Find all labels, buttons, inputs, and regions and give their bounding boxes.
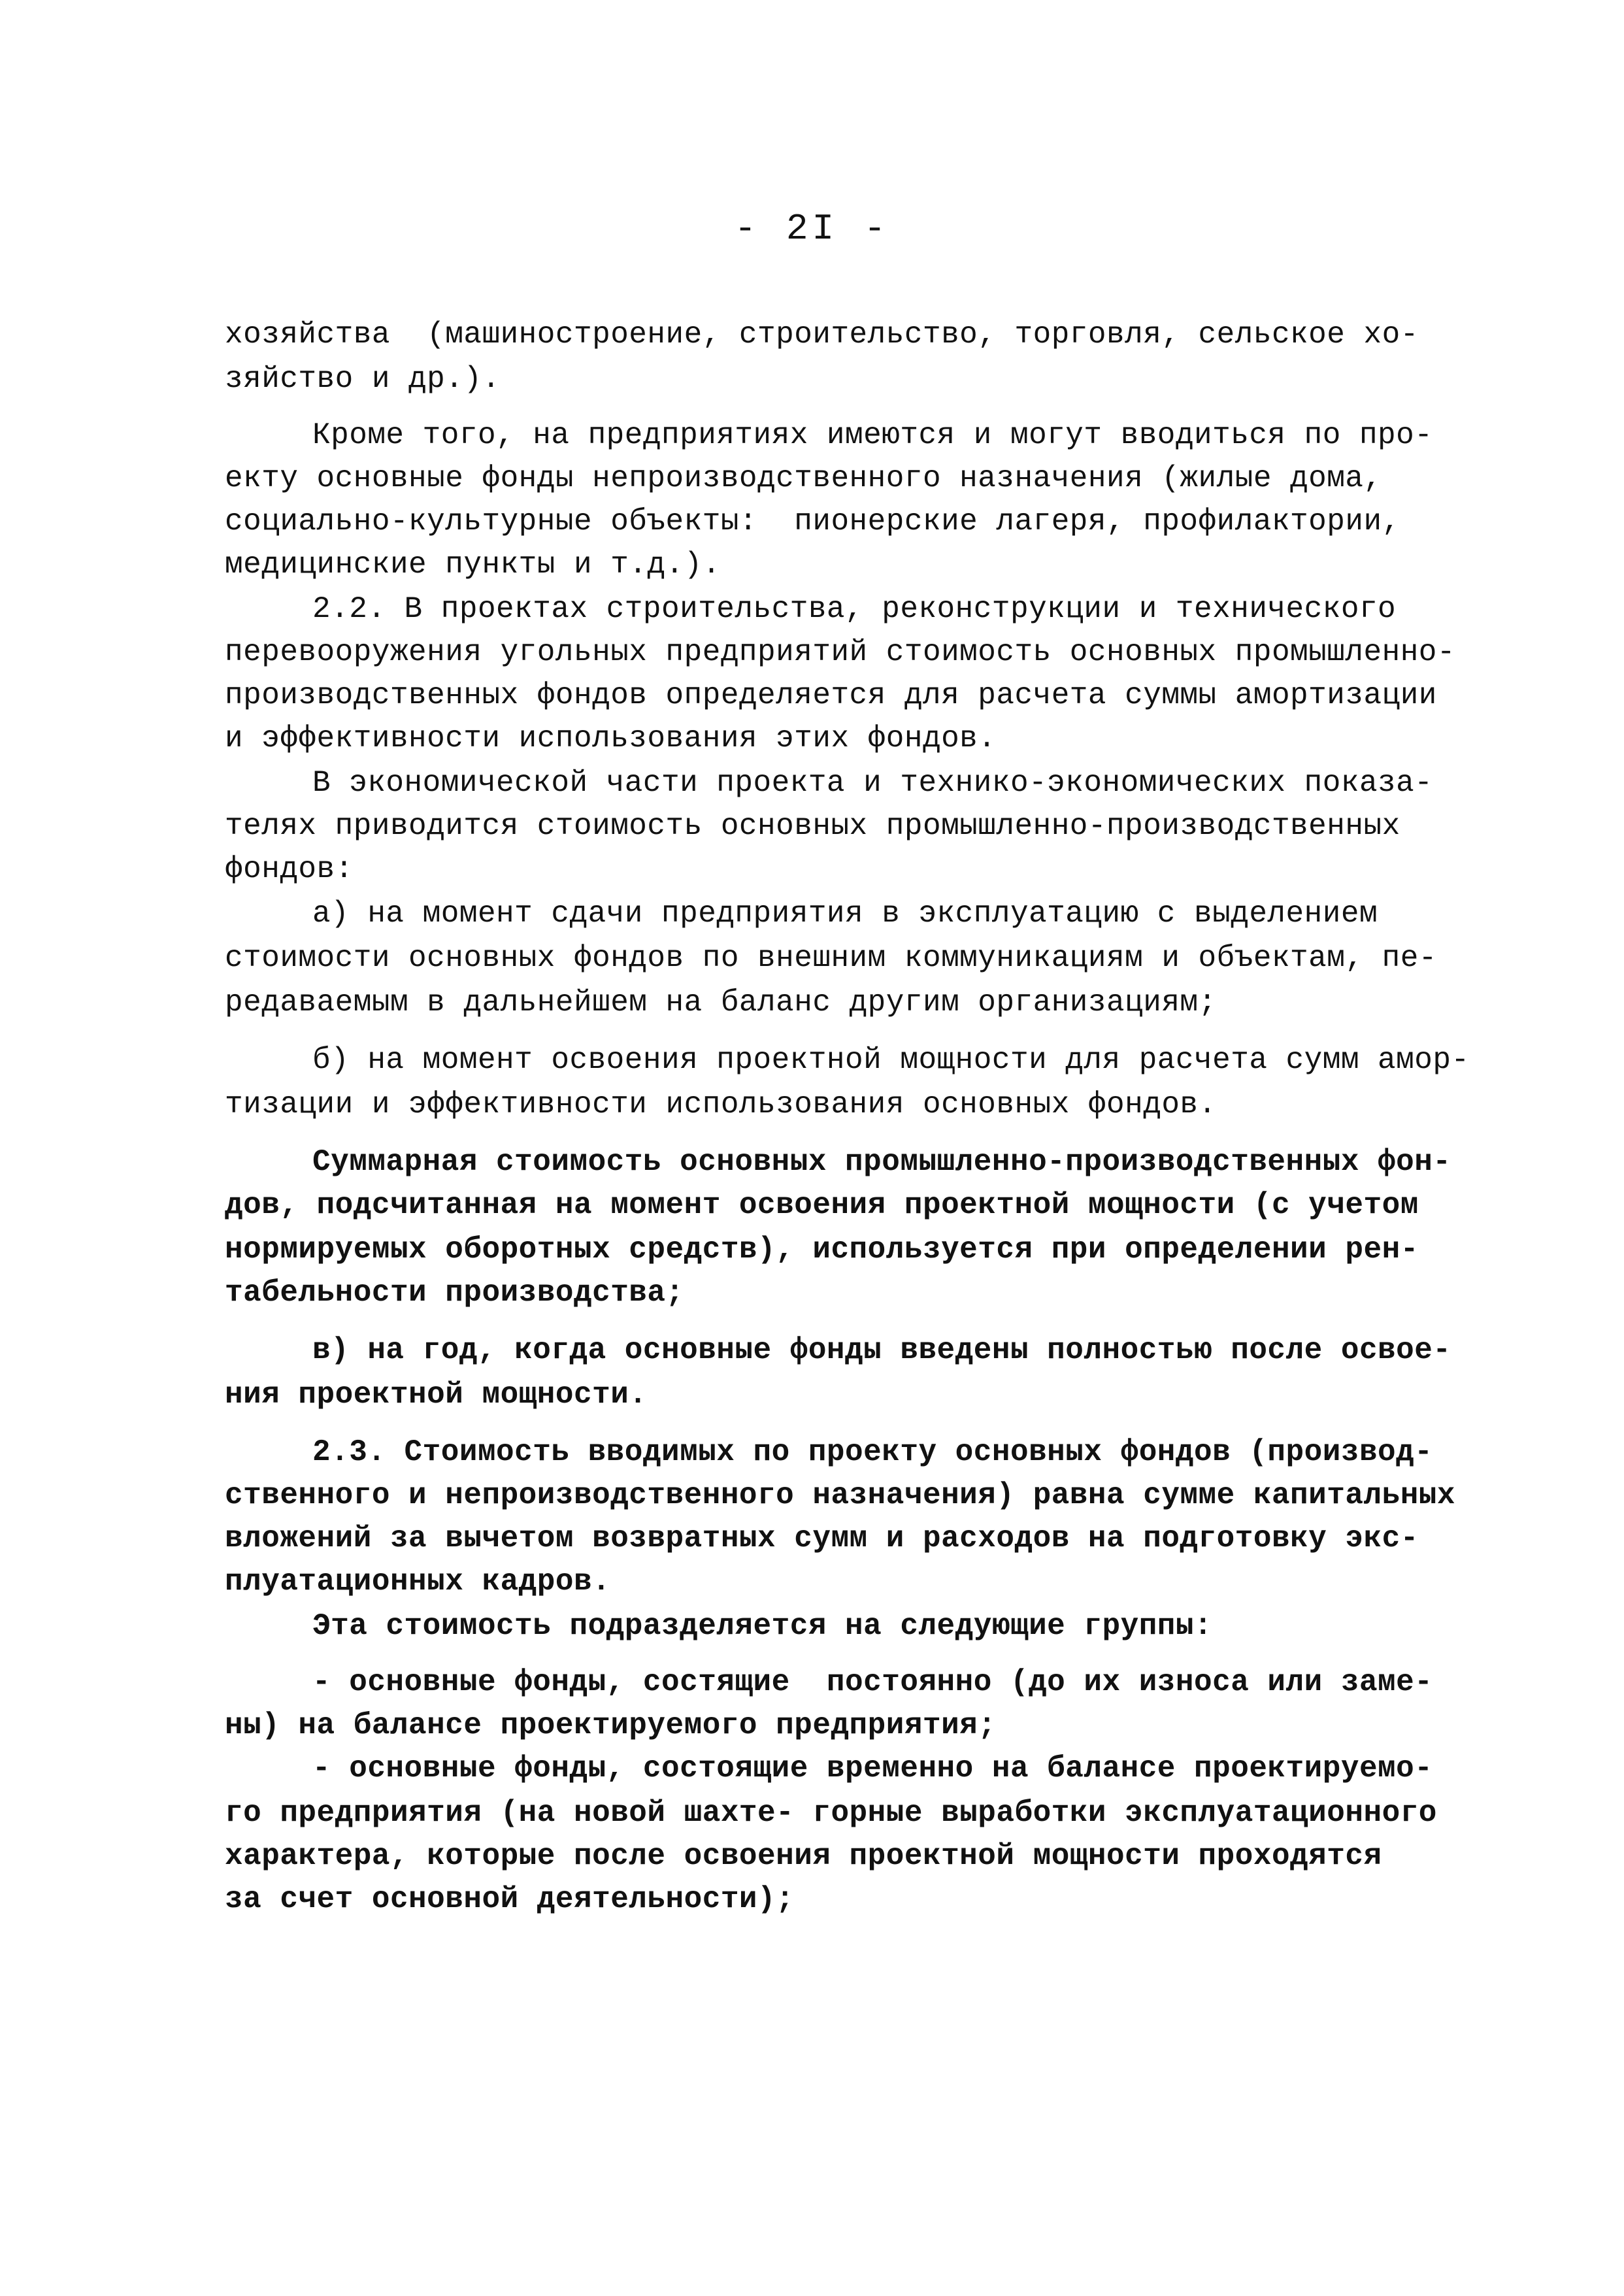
text-line: екту основные фонды непроизводственного назначения (жилые дома, (225, 461, 1382, 495)
text-line: - основные фонды, состящие постоянно (до их износа или заме- (312, 1665, 1433, 1699)
text-line: ственного и непроизводственного назначения) равна сумме капитальных (225, 1478, 1456, 1512)
text-line: редаваемым в дальнейшем на баланс другим организациям; (225, 986, 1217, 1020)
text-line: вложений за вычетом возвратных сумм и расходов на подготовку экс- (225, 1522, 1419, 1556)
text-line: плуатационных кадров. (225, 1565, 611, 1599)
text-line: Суммарная стоимость основных промышленно-производственных фон- (312, 1145, 1451, 1179)
text-line: фондов: (225, 852, 354, 886)
text-line: 2.3. Стоимость вводимых по проекту основных фондов (производ- (312, 1435, 1433, 1469)
text-line: социально-культурные объекты: пионерские лагеря, профилактории, (225, 505, 1400, 539)
text-line: перевооружения угольных предприятий стоимость основных промышленно- (225, 635, 1456, 669)
text-line: производственных фондов определяется для расчета суммы амортизации (225, 678, 1437, 712)
text-line: 2.2. В проектах строительства, реконструкции и технического (312, 592, 1397, 626)
text-line: хозяйства (машиностроение, строительство, торговля, сельское хо- (225, 318, 1419, 352)
text-line: характера, которые после освоения проектной мощности проходятся (225, 1839, 1382, 1873)
text-line: нормируемых оборотных средств), используется при определении рен- (225, 1233, 1419, 1267)
text-line: а) на момент сдачи предприятия в эксплуатацию с выделением (312, 897, 1378, 931)
text-line: табельности производства; (225, 1276, 684, 1310)
text-line: дов, подсчитанная на момент освоения проектной мощности (с учетом (225, 1188, 1419, 1222)
text-line: медицинские пункты и т.д.). (225, 548, 721, 582)
text-line: зяйство и др.). (225, 362, 501, 396)
text-line: и эффективности использования этих фондов. (225, 722, 997, 756)
text-line: - основные фонды, состоящие временно на балансе проектируемо- (312, 1752, 1433, 1786)
text-line: Кроме того, на предприятиях имеются и могут вводиться по про- (312, 418, 1433, 452)
text-line: стоимости основных фондов по внешним коммуникациям и объектам, пе- (225, 941, 1437, 975)
text-line: го предприятия (на новой шахте- горные выработки эксплуатационного (225, 1796, 1437, 1830)
text-line: ния проектной мощности. (225, 1378, 648, 1412)
text-line: тизации и эффективности использования основных фондов. (225, 1088, 1217, 1122)
text-line: ны) на балансе проектируемого предприятия; (225, 1708, 997, 1742)
text-line: телях приводится стоимость основных промышленно-производственных (225, 809, 1400, 843)
text-line: Эта стоимость подразделяется на следующие группы: (312, 1609, 1213, 1643)
text-line: б) на момент освоения проектной мощности для расчета сумм амор- (312, 1043, 1470, 1077)
text-line: за счет основной деятельности); (225, 1882, 795, 1916)
text-line: В экономической части проекта и технико-экономических показа- (312, 766, 1433, 800)
text-line: в) на год, когда основные фонды введены полностью после освое- (312, 1333, 1451, 1367)
page-number: - 2I - (734, 208, 890, 250)
